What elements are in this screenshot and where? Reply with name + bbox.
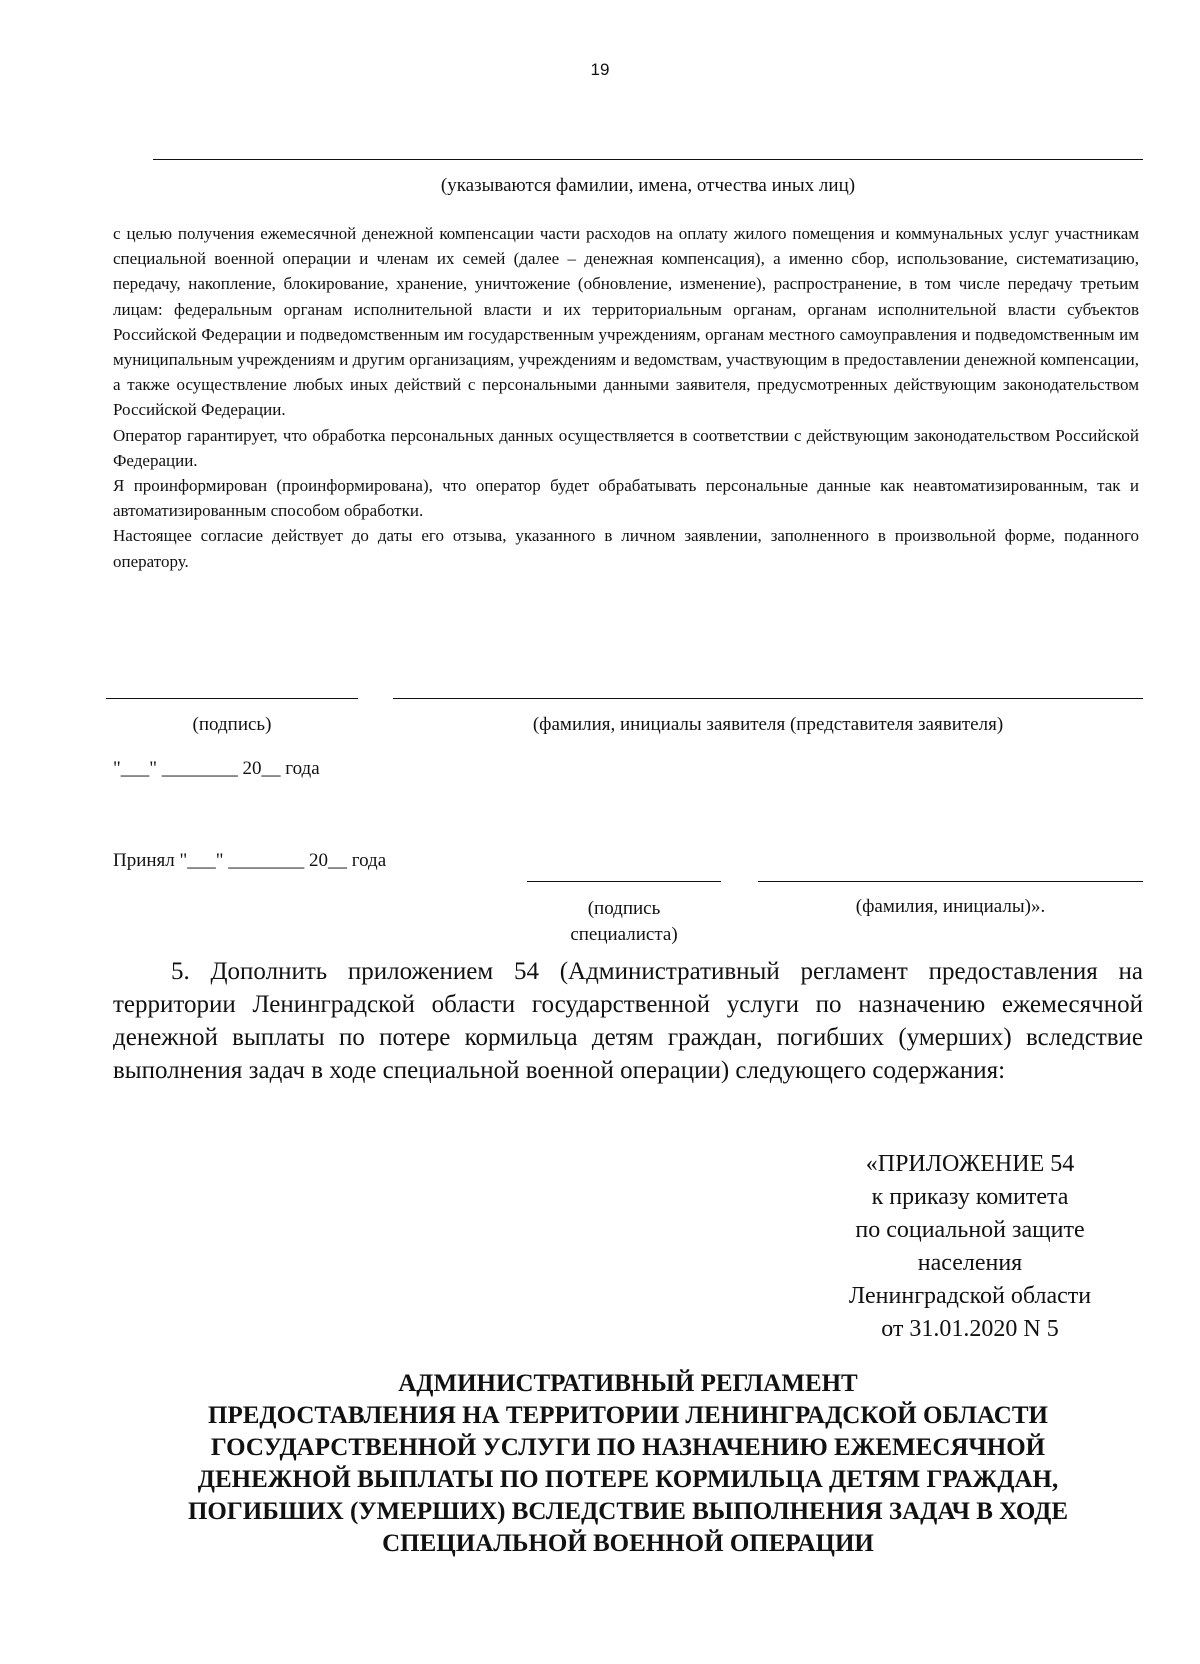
main-paragraph [113,955,1143,1087]
appendix-block [800,1148,1140,1346]
consent-text [113,221,1139,574]
specialist-name-line [758,881,1143,882]
title-line: АДМИНИСТРАТИВНЫЙ РЕГЛАМЕНТ [398,1370,858,1397]
appendix-line: «ПРИЛОЖЕНИЕ 54 [865,1151,1075,1177]
specialist-signature-caption-line-2: специалиста) [570,924,678,945]
signature-line [106,698,358,699]
document-title [113,1368,1143,1560]
consent-paragraph: Настоящее согласие действует до даты его отзыва, указанного в личном заявлении, заполненного в произвольной форме, поданного оператору. [113,526,1139,571]
appendix-line: по социальной защите [855,1217,1085,1243]
other-persons-caption: (указываются фамилии, имена, отчества иных лиц) [440,175,856,196]
specialist-signature-caption-line-1: (подпись [587,898,661,919]
title-line: ПРЕДОСТАВЛЕНИЯ НА ТЕРРИТОРИИ ЛЕНИНГРАДСКОЙ ОБЛАСТИ [208,1402,1048,1429]
other-persons-line [153,159,1143,160]
page-number: 19 [590,60,610,79]
applicant-name-line [393,698,1143,699]
title-line: СПЕЦИАЛЬНОЙ ВОЕННОЙ ОПЕРАЦИИ [382,1530,874,1557]
specialist-signature-line [527,881,721,882]
appendix-line: от 31.01.2020 N 5 [881,1316,1059,1342]
accepted-line: Принял "___" ________ 20__ года [113,850,387,871]
title-line: ПОГИБШИХ (УМЕРШИХ) ВСЛЕДСТВИЕ ВЫПОЛНЕНИЯ ЗАДАЧ В ХОДЕ [187,1498,1068,1525]
date-line: "___" ________ 20__ года [113,758,320,779]
appendix-line: к приказу комитета [871,1184,1069,1210]
appendix-line: населения [917,1250,1023,1276]
title-line: ДЕНЕЖНОЙ ВЫПЛАТЫ ПО ПОТЕРЕ КОРМИЛЬЦА ДЕТЯМ ГРАЖДАН, [197,1466,1059,1493]
specialist-signature-caption [527,896,721,948]
main-paragraph-text: 5. Дополнить приложением 54 (Административный регламент предоставления на территории Ленинградской области государственной услуги по назначению ежемесячной денежной выплаты по потере кормильца детям граждан, погибших (умерших) вследствие выполнения задач в ходе специальной военной операции) следующего содержания: [113,958,1143,1084]
applicant-caption: (фамилия, инициалы заявителя (представителя заявителя) [532,714,1004,735]
appendix-line: Ленинградской области [848,1283,1092,1309]
title-line: ГОСУДАРСТВЕННОЙ УСЛУГИ ПО НАЗНАЧЕНИЮ ЕЖЕМЕСЯЧНОЙ [210,1434,1046,1461]
signature-caption: (подпись) [192,714,272,735]
consent-paragraph: с целью получения ежемесячной денежной компенсации части расходов на оплату жилого помещения и коммунальных услуг участникам специальной военной операции и членам их семей (далее – денежная компенсация), а именно сбор, использование, систематизацию, передачу, накопление, блокирование, хранение, уничтожение (обновление, изменение), распространение, в том числе передачу третьим лицам: федеральным органам исполнительной власти и их территориальным органам, органам исполнительной власти субъектов Российской Федерации и подведомственным им государственным учреждениям, органам местного самоуправления и подведомственным им муниципальным учреждениям и другим организациям, учреждениям и ведомствам, участвующим в предоставлении денежной компенсации, а также осуществление любых иных действий с персональными данными заявителя, предусмотренных действующим законодательством Российской Федерации. [113,224,1139,420]
specialist-name-caption: (фамилия, инициалы)». [855,896,1046,917]
consent-paragraph: Оператор гарантирует, что обработка персональных данных осуществляется в соответствии с действующим законодательством Российской Федерации. [113,425,1139,470]
consent-paragraph: Я проинформирован (проинформирована), что оператор будет обрабатывать персональные данные как неавтоматизированным, так и автоматизированным способом обработки. [113,476,1139,521]
